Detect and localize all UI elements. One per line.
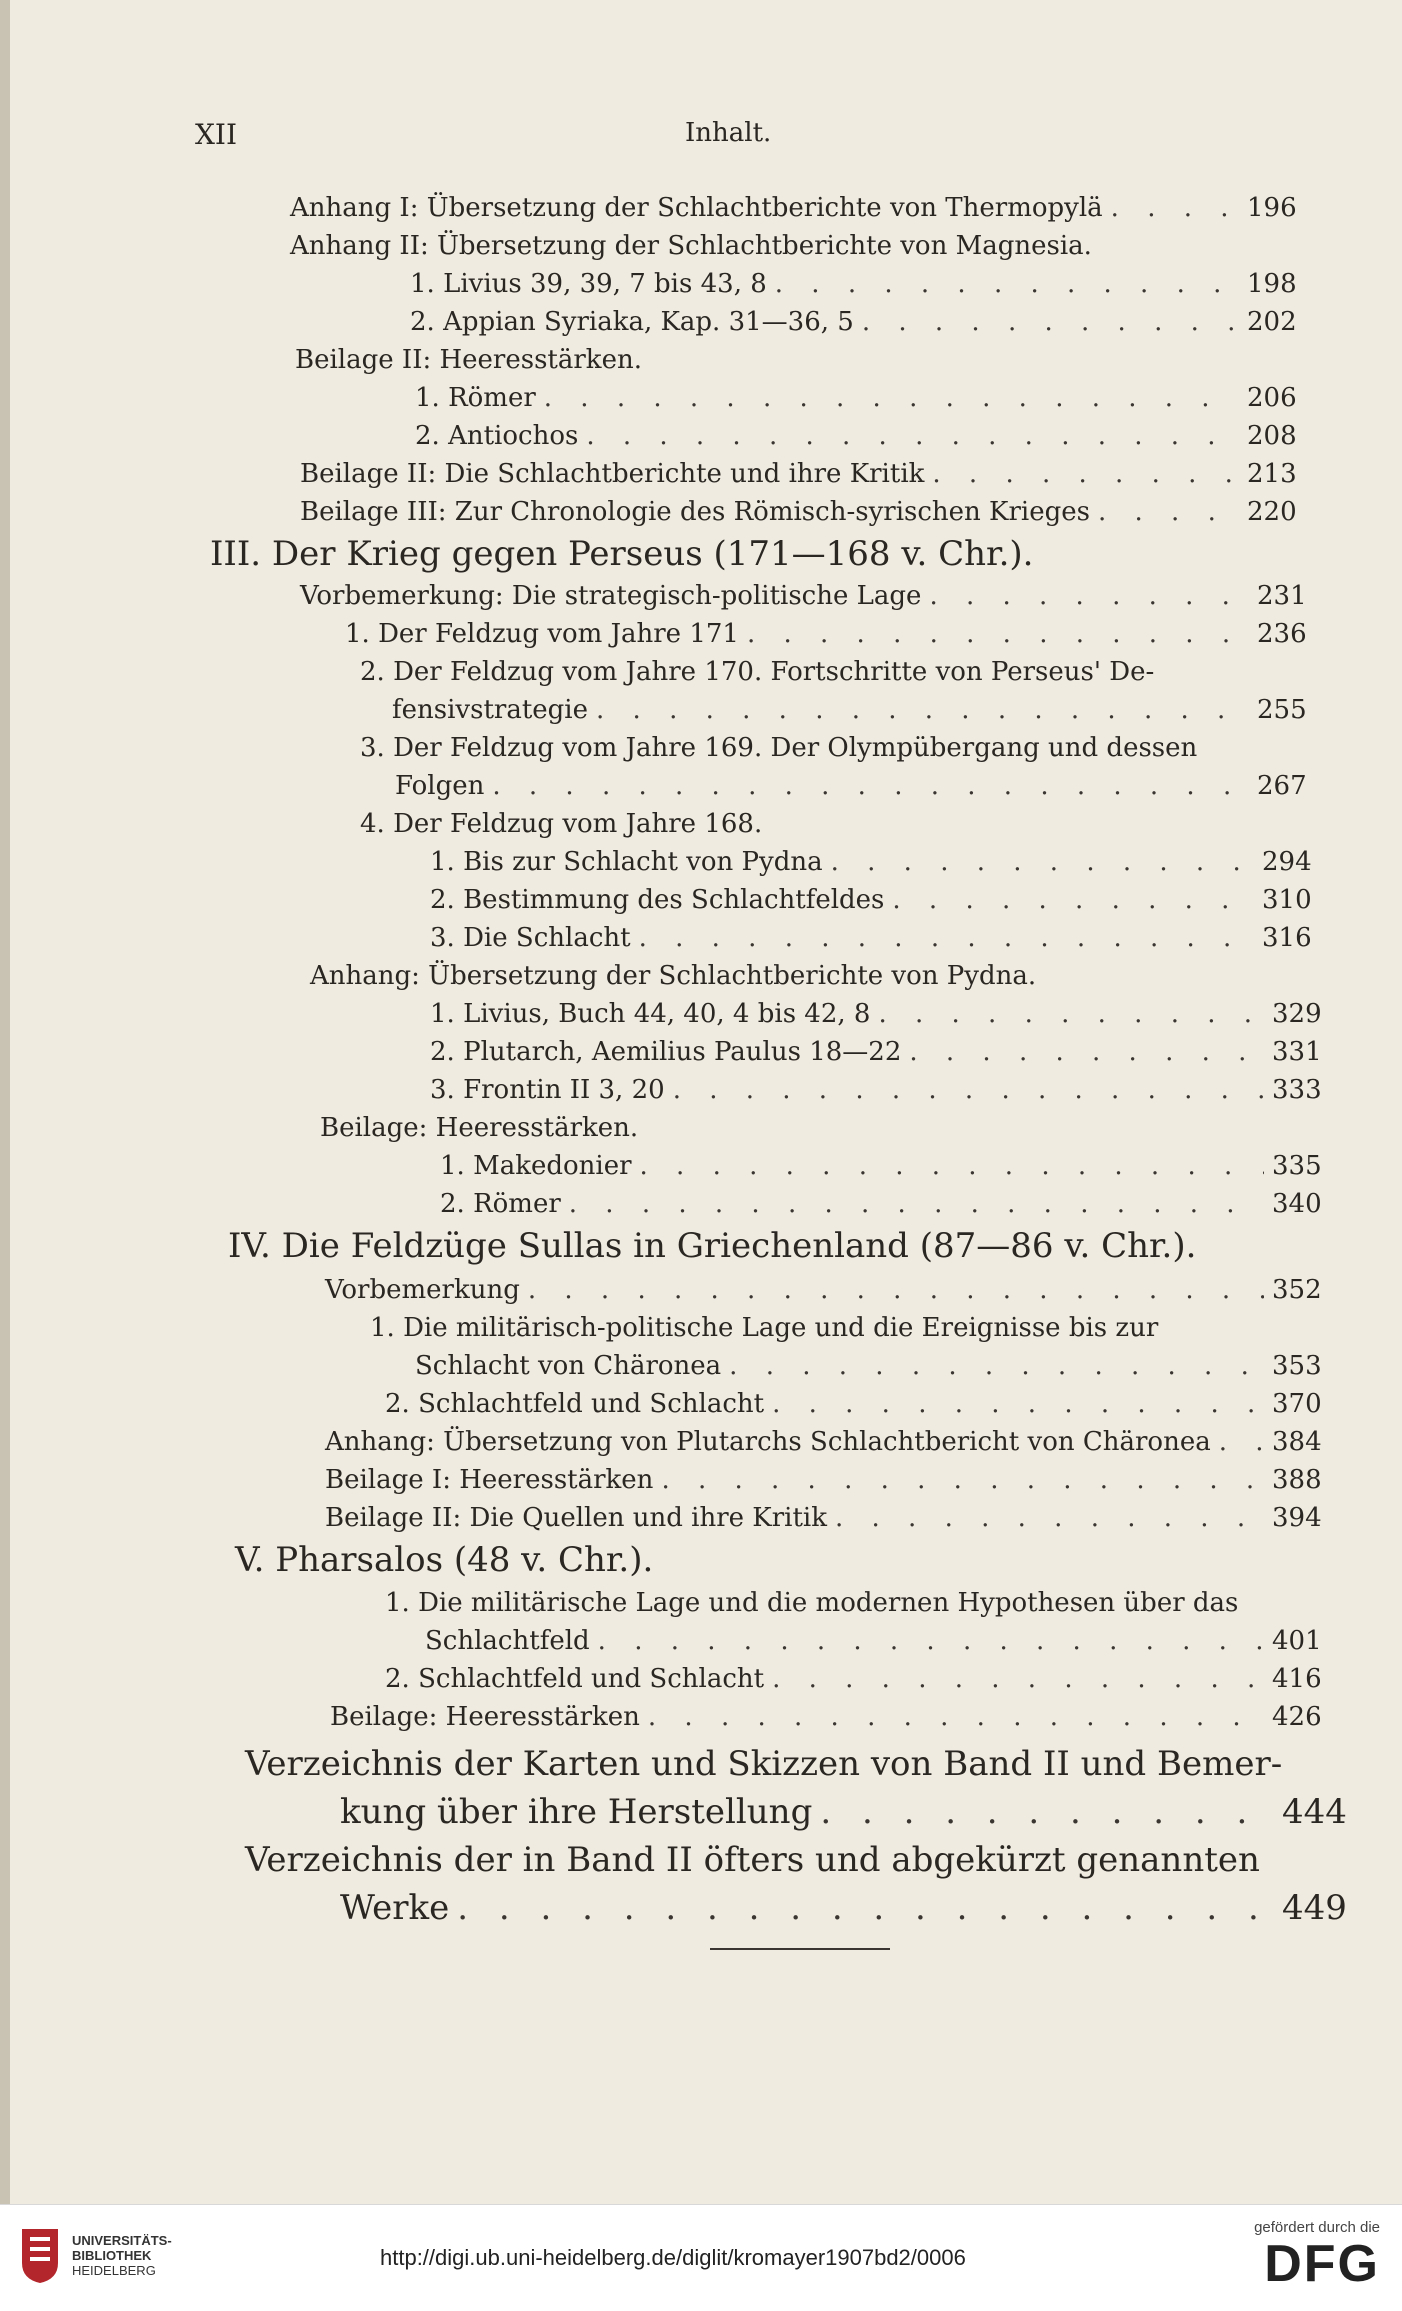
toc-entry-page: 294: [1262, 847, 1312, 877]
toc-entry-title: 2. Bestimmung des Schlachtfeldes: [430, 885, 885, 915]
page-header: [195, 118, 1285, 158]
toc-entry-page: 401: [1272, 1626, 1322, 1656]
toc-entry-page: 352: [1272, 1275, 1322, 1305]
toc-entry: [300, 578, 1305, 614]
dot-leader: [909, 1034, 1264, 1070]
toc-entry-page: 310: [1262, 885, 1312, 915]
toc-entry: [300, 456, 1295, 492]
dfg-logo: DFG: [1264, 2235, 1380, 2293]
dot-leader: [747, 616, 1249, 652]
dot-leader: [1098, 494, 1239, 530]
dot-leader: [661, 1462, 1264, 1498]
toc-entry-title: Folgen: [395, 771, 485, 801]
permalink[interactable]: http://digi.ub.uni-heidelberg.de/diglit/kromayer1907bd2/0006: [380, 2245, 966, 2270]
toc-entry: [425, 1623, 1320, 1659]
dot-leader: [835, 1500, 1264, 1536]
dot-leader: [569, 1186, 1264, 1222]
toc-entry-title: Anhang II: Übersetzung der Schlachtberichte von Magnesia.: [290, 231, 1092, 261]
toc-entry-title: 1. Bis zur Schlacht von Pydna: [430, 847, 823, 877]
dot-leader: [892, 882, 1254, 918]
toc-entry-page: 384: [1272, 1427, 1322, 1457]
dot-leader: [775, 266, 1239, 302]
toc-entry-page: 231: [1257, 581, 1307, 611]
toc-entry: [440, 1186, 1320, 1222]
toc-entry-page: 202: [1247, 307, 1297, 337]
toc-entry: [385, 1386, 1320, 1422]
toc-entry-title: 2. Antiochos: [415, 421, 579, 451]
toc-entry-page: 329: [1272, 999, 1322, 1029]
toc-entry-title: Werke: [340, 1888, 450, 1928]
toc-entry-title: Schlacht von Chäronea: [415, 1351, 722, 1381]
toc-entry: [245, 1838, 1330, 1882]
dot-leader: [1219, 1424, 1264, 1460]
dot-leader: [598, 1623, 1264, 1659]
toc-entry: [325, 1424, 1320, 1460]
toc-entry-title: Vorbemerkung: Die strategisch-politische Lage: [300, 581, 922, 611]
toc-entry: [310, 958, 1320, 994]
toc-entry: [430, 1034, 1320, 1070]
toc-entry-page: 213: [1247, 459, 1297, 489]
toc-entry: [360, 654, 1305, 690]
toc-entry: [430, 996, 1320, 1032]
toc-entry-title: IV. Die Feldzüge Sullas in Griechenland (87—86 v. Chr.).: [228, 1226, 1197, 1266]
toc-entry-title: 1. Die militärisch-politische Lage und die Ereignisse bis zur: [370, 1313, 1159, 1343]
funding-credit: [1254, 2219, 1380, 2292]
toc-entry: [392, 692, 1305, 728]
toc-entry: [325, 1462, 1320, 1498]
toc-entry: [395, 768, 1305, 804]
toc-entry-title: Beilage II: Die Quellen und ihre Kritik: [325, 1503, 827, 1533]
toc-entry: [330, 1699, 1320, 1735]
dot-leader: [648, 1699, 1264, 1735]
toc-entry: [295, 342, 1295, 378]
dot-leader: [772, 1386, 1264, 1422]
dot-leader: [932, 456, 1239, 492]
toc-entry: [290, 228, 1295, 264]
toc-entry: [340, 1790, 1347, 1834]
dot-leader: [639, 920, 1254, 956]
toc-entry-title: 2. Schlachtfeld und Schlacht: [385, 1664, 765, 1694]
toc-entry: [235, 1538, 1320, 1582]
toc-entry-page: 388: [1272, 1465, 1322, 1495]
toc-entry: [385, 1585, 1320, 1621]
toc-entry-title: 3. Die Schlacht: [430, 923, 631, 953]
toc-entry-page: 449: [1282, 1888, 1347, 1928]
toc-entry-title: Beilage II: Die Schlachtberichte und ihre Kritik: [300, 459, 925, 489]
toc-entry: [210, 532, 1295, 576]
toc-entry-page: 316: [1262, 923, 1312, 953]
toc-entry-title: 1. Der Feldzug vom Jahre 171: [345, 619, 739, 649]
toc-entry-title: Beilage III: Zur Chronologie des Römisch-syrischen Krieges: [300, 497, 1090, 527]
toc-entry-title: Beilage II: Heeresstärken.: [295, 345, 642, 375]
toc-entry-page: 394: [1272, 1503, 1322, 1533]
toc-entry-title: Anhang I: Übersetzung der Schlachtberichte von Thermopylä: [290, 193, 1103, 223]
toc-entry-page: 426: [1272, 1702, 1322, 1732]
toc-entry-title: Beilage: Heeresstärken: [330, 1702, 640, 1732]
toc-entry-title: 1. Makedonier: [440, 1151, 632, 1181]
dot-leader: [831, 844, 1254, 880]
toc-entry: [430, 920, 1310, 956]
toc-entry-title: Verzeichnis der Karten und Skizzen von Band II und Bemer-: [245, 1744, 1283, 1784]
dot-leader: [492, 768, 1249, 804]
page-title: Inhalt.: [685, 118, 772, 148]
dot-leader: [862, 304, 1239, 340]
toc-entry: [345, 616, 1305, 652]
dot-leader: [544, 380, 1239, 416]
dot-leader: [772, 1661, 1264, 1697]
toc-entry-page: 444: [1282, 1792, 1347, 1832]
toc-entry-title: fensivstrategie: [392, 695, 589, 725]
toc-entry: [410, 266, 1295, 302]
toc-entry: [370, 1310, 1320, 1346]
toc-entry-page: 370: [1272, 1389, 1322, 1419]
toc-entry-title: 1. Römer: [415, 383, 536, 413]
toc-entry: [290, 190, 1295, 226]
toc-entry-title: Anhang: Übersetzung der Schlachtberichte von Pydna.: [310, 961, 1037, 991]
dot-leader: [878, 996, 1264, 1032]
library-name: UNIVERSITÄTS- BIBLIOTHEK HEIDELBERG: [72, 2233, 172, 2278]
toc-entry-page: 416: [1272, 1664, 1322, 1694]
toc-entry-page: 333: [1272, 1075, 1322, 1105]
toc-entry: [245, 1742, 1320, 1786]
toc-entry-page: 335: [1272, 1151, 1322, 1181]
dot-leader: [729, 1348, 1264, 1384]
toc-entry-title: Beilage: Heeresstärken.: [320, 1113, 639, 1143]
toc-entry: [228, 1224, 1320, 1268]
toc-entry-title: V. Pharsalos (48 v. Chr.).: [235, 1540, 654, 1580]
toc-entry-page: 236: [1257, 619, 1307, 649]
toc-entry-page: 331: [1272, 1037, 1322, 1067]
toc-entry-title: 2. Der Feldzug vom Jahre 170. Fortschritte von Perseus' De-: [360, 657, 1155, 687]
toc-entry-title: 1. Livius, Buch 44, 40, 4 bis 42, 8: [430, 999, 871, 1029]
toc-entry-title: III. Der Krieg gegen Perseus (171—168 v. Chr.).: [210, 534, 1034, 574]
toc-entry-title: kung über ihre Herstellung: [340, 1792, 813, 1832]
toc-entry-page: 208: [1247, 421, 1297, 451]
toc-entry-page: 255: [1257, 695, 1307, 725]
toc-entry: [325, 1500, 1320, 1536]
toc-entry-title: Beilage I: Heeresstärken: [325, 1465, 654, 1495]
toc-entry-page: 353: [1272, 1351, 1322, 1381]
toc-entry-title: 1. Livius 39, 39, 7 bis 43, 8: [410, 269, 767, 299]
toc-entry: [300, 494, 1295, 530]
toc-entry-title: Vorbemerkung: [325, 1275, 520, 1305]
toc-entry-title: 2. Plutarch, Aemilius Paulus 18—22: [430, 1037, 902, 1067]
toc-entry: [415, 418, 1295, 454]
page-number: XII: [195, 118, 238, 151]
toc-entry-title: Anhang: Übersetzung von Plutarchs Schlachtbericht von Chäronea: [325, 1427, 1211, 1457]
toc-entry-title: 3. Der Feldzug vom Jahre 169. Der Olympübergang und dessen: [360, 733, 1198, 763]
toc-entry-title: 2. Schlachtfeld und Schlacht: [385, 1389, 765, 1419]
toc-entry-title: Schlachtfeld: [425, 1626, 590, 1656]
toc-entry-title: 1. Die militärische Lage und die modernen Hypothesen über das: [385, 1588, 1239, 1618]
toc-entry: [430, 844, 1310, 880]
university-seal-icon: [18, 2225, 62, 2285]
dot-leader: [596, 692, 1249, 728]
end-rule: [710, 1948, 890, 1950]
toc-entry: [415, 380, 1295, 416]
toc-entry: [440, 1148, 1320, 1184]
toc-entry-title: Verzeichnis der in Band II öfters und abgekürzt genannten: [245, 1840, 1260, 1880]
toc-entry: [430, 882, 1310, 918]
funding-label: gefördert durch die: [1254, 2219, 1380, 2236]
toc-entry-page: 206: [1247, 383, 1297, 413]
dot-leader: [929, 578, 1249, 614]
toc-entry-page: 220: [1247, 497, 1297, 527]
toc-entry: [385, 1661, 1320, 1697]
dot-leader: [457, 1886, 1274, 1930]
toc-entry: [415, 1348, 1320, 1384]
toc-entry: [320, 1110, 1320, 1146]
toc-entry-title: 2. Römer: [440, 1189, 561, 1219]
dot-leader: [820, 1790, 1274, 1834]
toc-entry-page: 198: [1247, 269, 1297, 299]
toc-entry-page: 196: [1247, 193, 1297, 223]
dot-leader: [586, 418, 1239, 454]
toc-entry-page: 340: [1272, 1189, 1322, 1219]
toc-entry: [340, 1886, 1347, 1930]
viewer-footer: [0, 2204, 1402, 2311]
toc-entry: [360, 730, 1305, 766]
toc-entry-title: 4. Der Feldzug vom Jahre 168.: [360, 809, 763, 839]
toc-entry-title: 3. Frontin II 3, 20: [430, 1075, 665, 1105]
toc-entry: [325, 1272, 1320, 1308]
dot-leader: [1111, 190, 1239, 226]
toc-entry-title: 2. Appian Syriaka, Kap. 31—36, 5: [410, 307, 854, 337]
toc-entry: [430, 1072, 1320, 1108]
toc-entry: [410, 304, 1295, 340]
dot-leader: [528, 1272, 1264, 1308]
dot-leader: [673, 1072, 1264, 1108]
toc-entry-page: 267: [1257, 771, 1307, 801]
dot-leader: [640, 1148, 1264, 1184]
toc-entry: [360, 806, 1310, 842]
